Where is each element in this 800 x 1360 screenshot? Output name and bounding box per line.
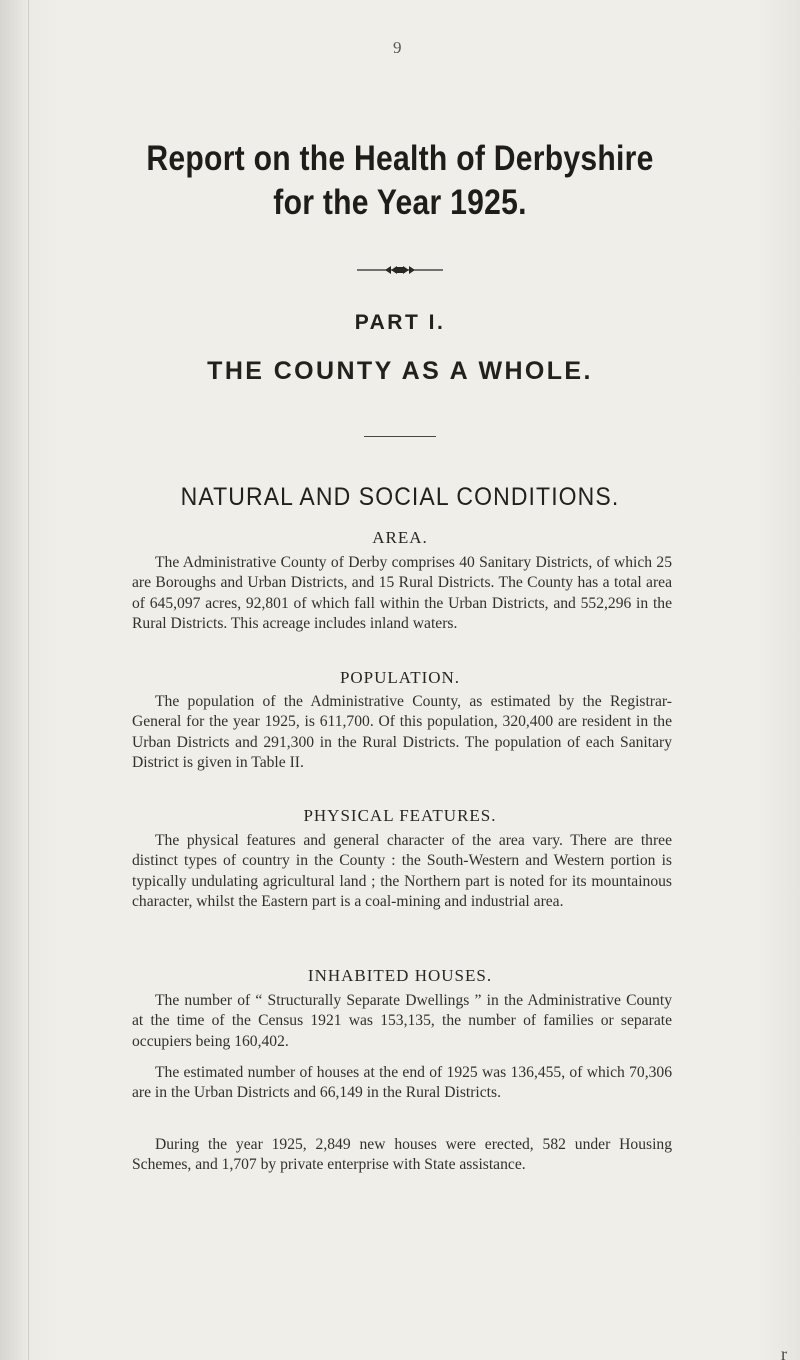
paragraph-physical-features: The physical features and general character of the area vary. There are three distinct types of country in the County : the South-Western and Western portion is typically undulating agricultural land ; the Northern part is noted for its mountainous character, whilst the Eastern part is a coal-mining and industrial area. [132,832,672,911]
report-title-line-2: for the Year 1925. [273,183,527,222]
page-number: 9 [393,38,402,57]
section-divider [364,436,436,437]
subheading-physical-features: PHYSICAL FEATURES. [303,806,497,825]
paragraph-census-dwellings: The number of “ Structurally Separate Dwellings ” in the Administrative County at the time of the Census 1921 was 153,135, the number of families or separate occupiers being 160,402. [132,992,672,1050]
paragraph-new-houses: During the year 1925, 2,849 new houses were erected, 582 under Housing Schemes, and 1,707 by private enterprise with State assistance. [132,1136,672,1174]
section-heading: NATURAL AND SOCIAL CONDITIONS. [180,483,620,511]
ornament-divider-icon [357,264,443,276]
subheading-area: AREA. [372,528,428,547]
paragraph-population: The population of the Administrative County, as estimated by the Registrar-General for the year 1925, is 611,700. Of this population, 320,400 are resident in the Urban Districts and 291,300 in the Rural Districts. The population of each Sanitary District is given in Table II. [132,693,672,772]
report-title-line-1: Report on the Health of Derbyshire [146,139,654,178]
paragraph-area: The Administrative County of Derby comprises 40 Sanitary Districts, of which 25 are Boroughs and Urban Districts, and 15 Rural Districts. The County has a total area of 645,097 acres, 92,801 of which fall within the Urban Districts, and 552,296 in the Rural Districts. This acreage includes inland waters. [132,554,672,633]
subheading-inhabited-houses: INHABITED HOUSES. [307,966,493,985]
part-label: PART I. [354,311,446,334]
part-title: THE COUNTY AS A WHOLE. [207,357,593,385]
corner-mark: r [781,1344,787,1360]
paragraph-estimated-houses: The estimated number of houses at the end of 1925 was 136,455, of which 70,306 are in the Urban Districts and 66,149 in the Rural Districts. [132,1064,672,1102]
subheading-population: POPULATION. [339,668,461,687]
